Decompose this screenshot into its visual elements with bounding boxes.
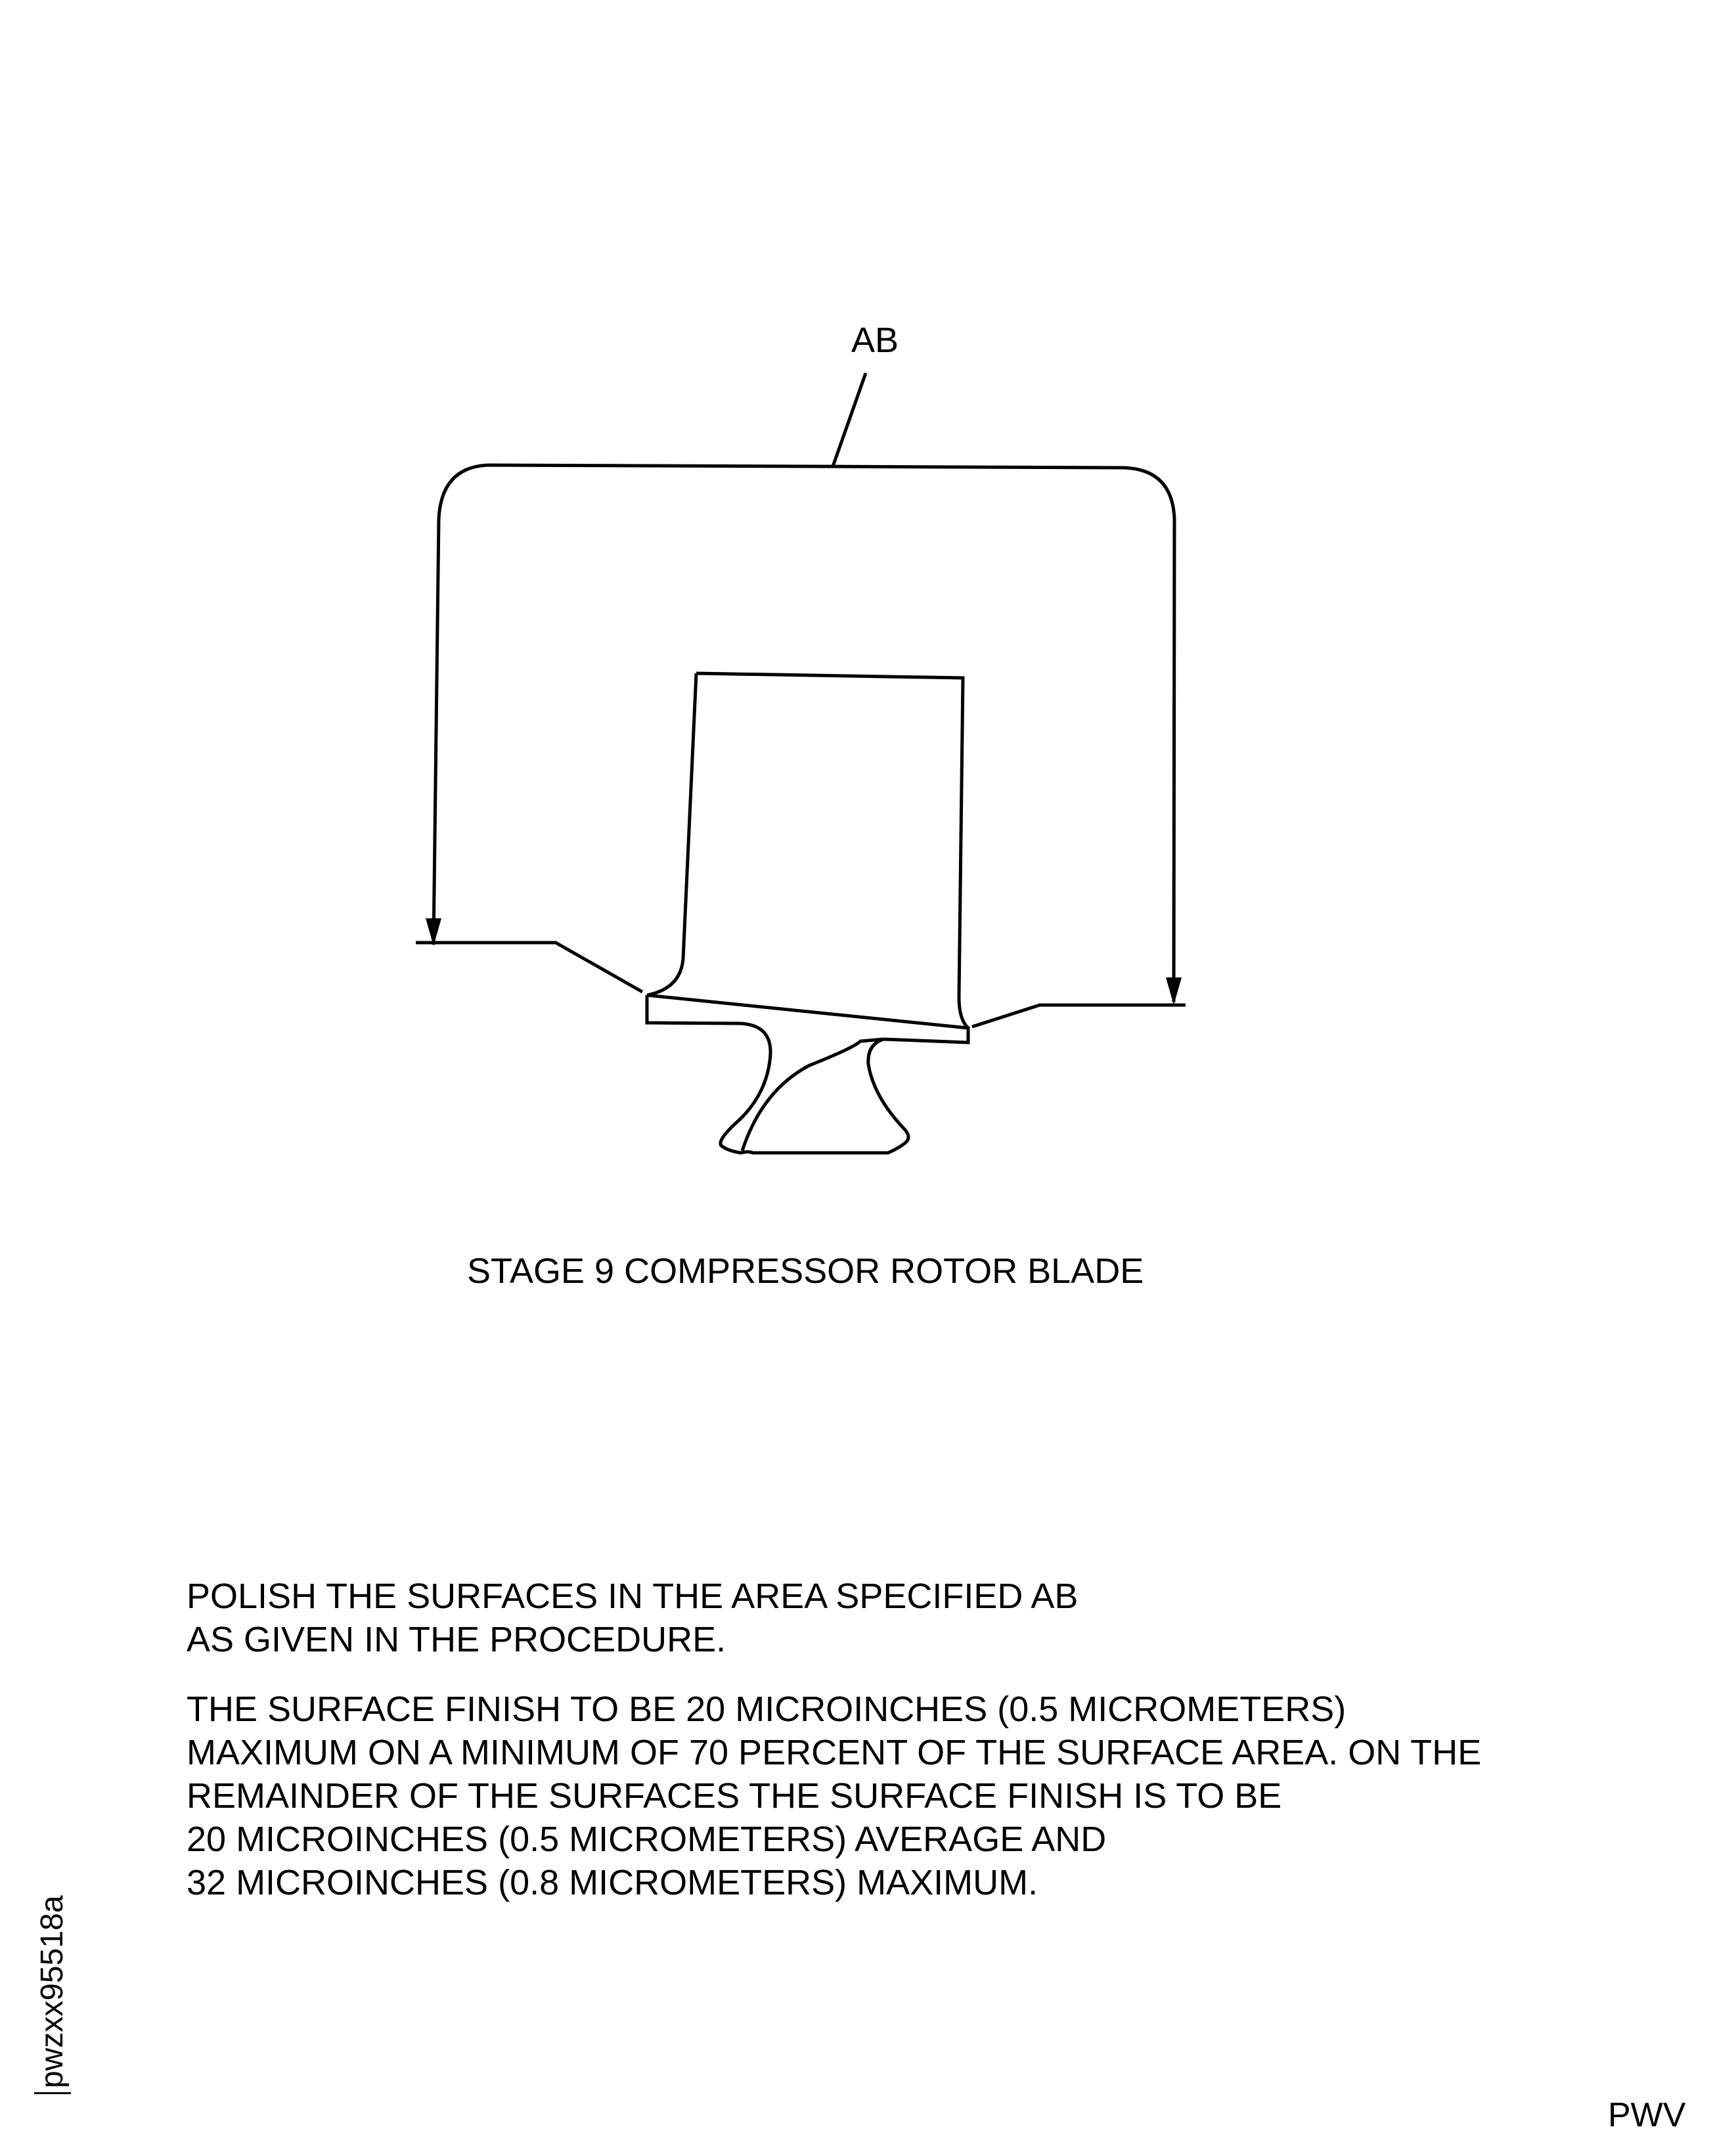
notes-block bbox=[187, 1575, 1566, 1931]
figure-id: pwzxx95518a bbox=[34, 1891, 71, 2094]
note-line: MAXIMUM ON A MINIMUM OF 70 PERCENT OF THE SURFACE AREA. ON THE bbox=[187, 1733, 1482, 1772]
note-line: AS GIVEN IN THE PROCEDURE. bbox=[187, 1620, 726, 1659]
note-polish bbox=[187, 1575, 1566, 1661]
right-arrowhead bbox=[1166, 977, 1182, 1005]
diagram-caption: STAGE 9 COMPRESSOR ROTOR BLADE bbox=[467, 1251, 1144, 1291]
area-bracket bbox=[434, 465, 1174, 1002]
note-line: THE SURFACE FINISH TO BE 20 MICROINCHES (0.5 MICROMETERS) bbox=[187, 1690, 1347, 1729]
note-line: 20 MICROINCHES (0.5 MICROMETERS) AVERAGE AND bbox=[187, 1820, 1107, 1859]
callout-leader-line bbox=[833, 373, 866, 466]
platform-outline bbox=[647, 995, 968, 1042]
note-line: 32 MICROINCHES (0.8 MICROMETERS) MAXIMUM. bbox=[187, 1863, 1038, 1902]
corner-code: PWV bbox=[1608, 2096, 1686, 2134]
right-surface-line bbox=[972, 1005, 1186, 1027]
left-surface-line bbox=[416, 943, 642, 992]
note-line: POLISH THE SURFACES IN THE AREA SPECIFIED AB bbox=[187, 1577, 1079, 1616]
note-surface-finish bbox=[187, 1688, 1566, 1904]
callout-label-ab: AB bbox=[851, 321, 899, 360]
airfoil-outline bbox=[647, 673, 968, 1028]
dovetail-root bbox=[721, 1023, 908, 1153]
note-line: REMAINDER OF THE SURFACES THE SURFACE FINISH IS TO BE bbox=[187, 1776, 1282, 1816]
